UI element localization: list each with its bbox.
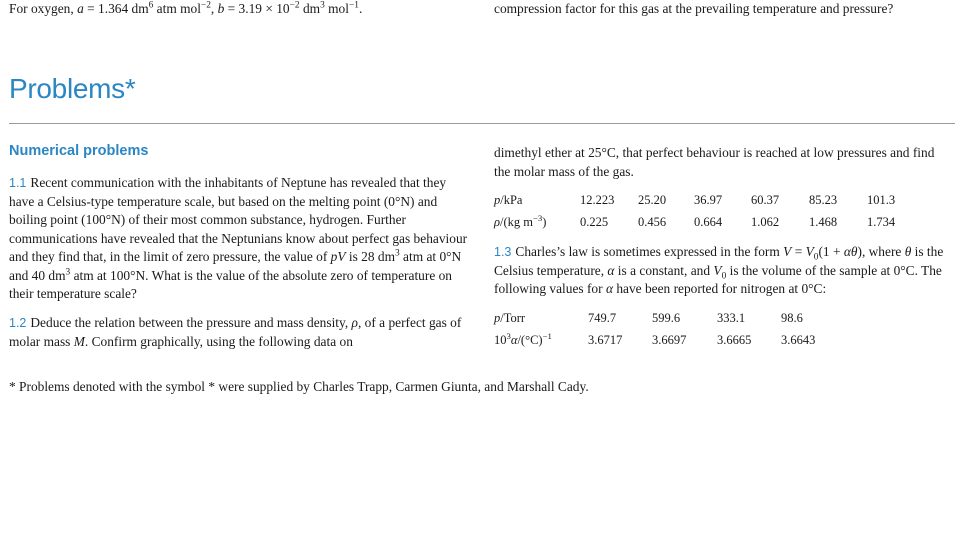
table-cell: 85.23 (809, 192, 838, 207)
table-cell: 1.734 (867, 214, 896, 229)
footnote: * Problems denoted with the symbol * were supplied by Charles Trapp, Carmen Giunta, and Marshall Cady. (9, 379, 589, 394)
table-cell: 3.6717 (588, 332, 623, 347)
problem-number: 1.2 (9, 316, 27, 330)
problem-1-2: 1.2 Deduce the relation between the pressure and mass density, ρ, of a perfect gas of molar mass M. Confirm graphically, using the following data on (9, 315, 462, 349)
table-cell: 0.664 (694, 214, 723, 229)
table-cell: 60.37 (751, 192, 780, 207)
table-cell: 1.062 (751, 214, 780, 229)
subsection-heading: Numerical problems (9, 143, 149, 159)
table-cell: 0.456 (638, 214, 667, 229)
problem-1-3: 1.3 Charles’s law is sometimes expressed in the form $V = V_0(1 + \alpha\theta)$, where θ is the Celsius temperature, α is a constant, and $V_0$ is the volume of the sample at 0°C. The following values for α have been reported for nitrogen at 0°C: (494, 244, 944, 296)
section-title: Problems* (9, 73, 136, 104)
carryover-line-right: compression factor for this gas at the prevailing temperature and pressure? (494, 1, 894, 16)
table-row (494, 307, 831, 329)
table-cell: 749.7 (588, 310, 617, 325)
row-label: p/Torr (494, 310, 526, 325)
row-label: p/kPa (494, 192, 523, 207)
table-cell: 3.6697 (652, 332, 687, 347)
table-cell: 1.468 (809, 214, 838, 229)
table-row (494, 211, 907, 233)
table-cell: 3.6643 (781, 332, 816, 347)
data-table-nitrogen (494, 307, 831, 351)
problem-number: 1.3 (494, 245, 512, 259)
row-label: $10^3\alpha/(^\circ C)^{-1}$ (494, 330, 552, 347)
table-cell: 599.6 (652, 310, 681, 325)
problem-number: 1.1 (9, 176, 27, 190)
table-cell: 36.97 (694, 192, 723, 207)
table-row (494, 189, 907, 211)
table-cell: 12.223 (580, 192, 615, 207)
table-cell: 0.225 (580, 214, 609, 229)
carryover-line-left: For oxygen, a = 1.364 $dm^6$ atm mol$^{-2}$, $b = 3.19 \times 10^{-2}$ $dm^3$ mol$^{-1}$. (9, 0, 363, 16)
section-divider (9, 123, 955, 124)
table-cell: 98.6 (781, 310, 803, 325)
problem-1-1: 1.1 Recent communication with the inhabitants of Neptune has revealed that they have a Celsius-type temperature scale, but based on the melting point (0°N) and boiling point (100°N) of their most common substance, hydrogen. Further communications have revealed that the Neptunians know about perfect gas behaviour and they find that, in the limit of zero pressure, the value of pV is 28 $dm^3$ atm at 0°N and 40 $dm^3$ atm at 100°N. What is the value of the absolute zero of temperature on their temperature scale? (9, 175, 468, 301)
table-cell: 3.6665 (717, 332, 752, 347)
table-cell: 333.1 (717, 310, 746, 325)
table-cell: 101.3 (867, 192, 896, 207)
table-cell: 25.20 (638, 192, 667, 207)
data-table-dimethyl-ether (494, 189, 907, 233)
table-row (494, 329, 831, 351)
problem-1-2-continued: dimethyl ether at 25°C, that perfect behaviour is reached at low pressures and find the molar mass of the gas. (494, 145, 935, 179)
row-label: ρ/(kg $m^{-3}$) (494, 212, 547, 229)
